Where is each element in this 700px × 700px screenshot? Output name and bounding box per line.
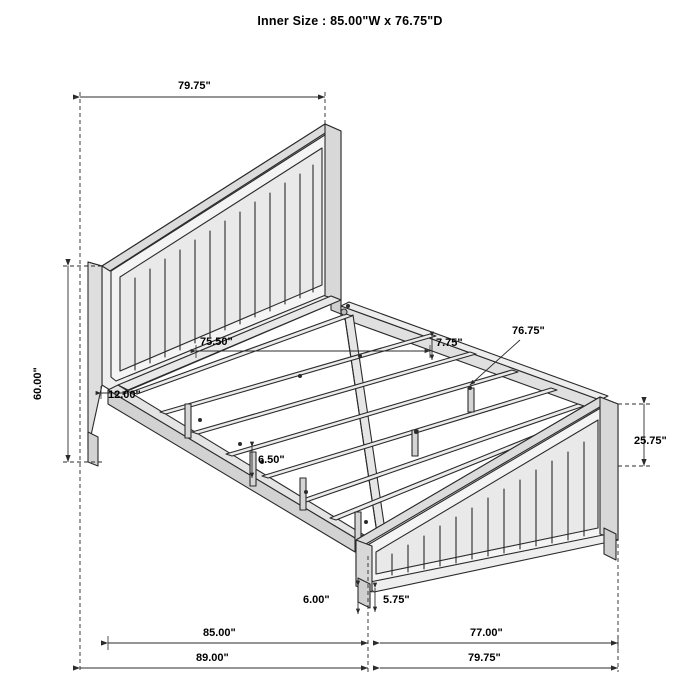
dim-overall-length: 89.00" bbox=[196, 652, 229, 664]
dim-overall-height: 60.00" bbox=[32, 367, 44, 400]
dim-rail-thickness: 7.75" bbox=[436, 337, 463, 349]
page-title: Inner Size : 85.00"W x 76.75"D bbox=[257, 14, 443, 28]
dim-inner-length: 85.00" bbox=[203, 627, 236, 639]
dim-overall-depth: 79.75" bbox=[468, 652, 501, 664]
dim-footboard-height: 25.75" bbox=[634, 435, 667, 447]
dim-slat-length: 75.50" bbox=[200, 336, 233, 348]
dim-inner-depth: 76.75" bbox=[512, 325, 545, 337]
dim-headboard-offset: 12.00" bbox=[108, 389, 141, 401]
dim-foot-leg-height: 5.75" bbox=[383, 594, 410, 606]
dim-headboard-width: 79.75" bbox=[178, 80, 211, 92]
dim-leg-clearance: 6.00" bbox=[303, 594, 330, 606]
dim-side-depth: 77.00" bbox=[470, 627, 503, 639]
dim-slat-height: 6.50" bbox=[258, 454, 285, 466]
